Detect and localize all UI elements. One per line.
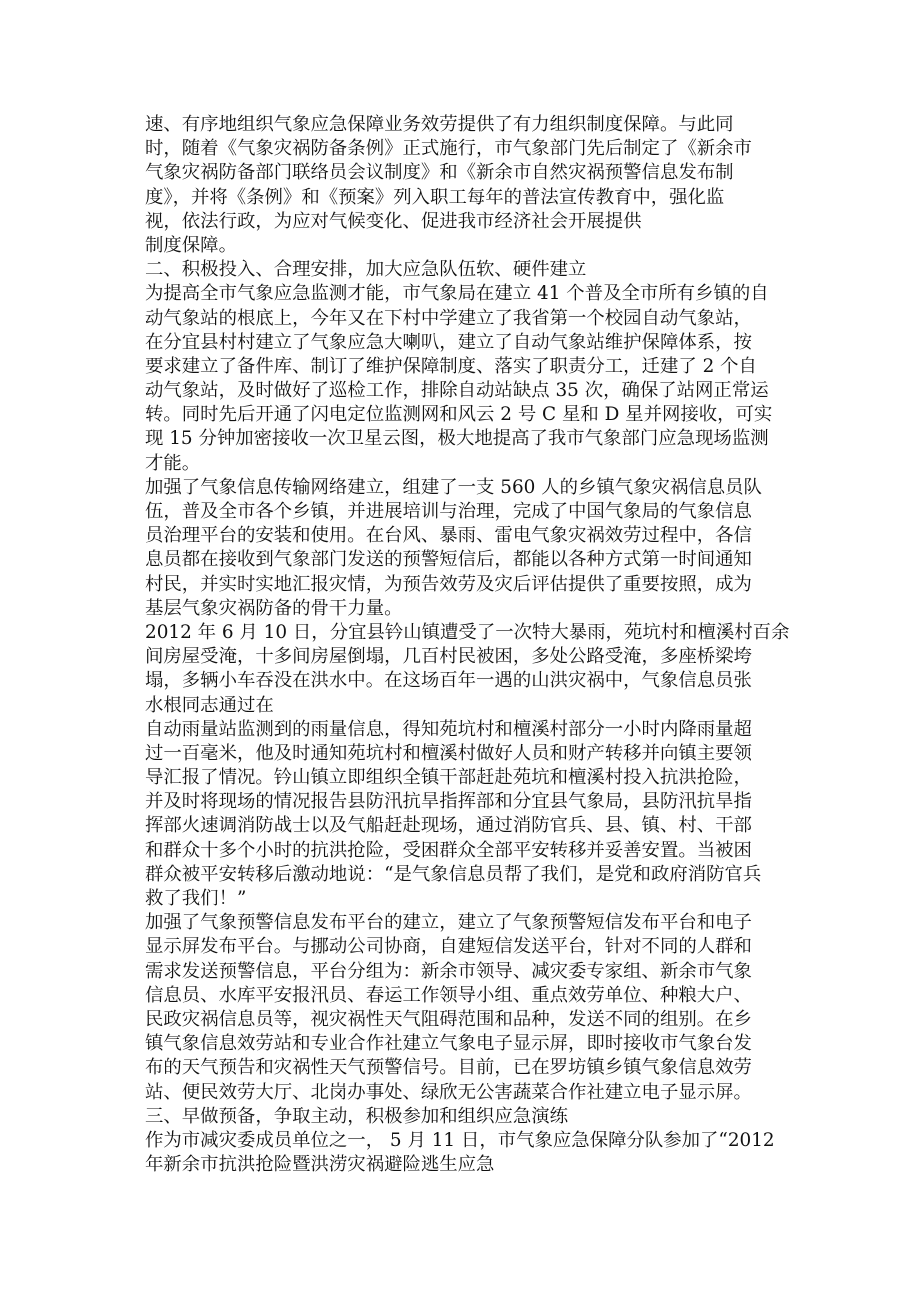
text-line: 气象灾祸防备部门联络员会议制度》和《新余市自然灾祸预警信息发布制 — [145, 162, 734, 184]
text-line: 三、早做预备，争取主动，积极参加和组织应急演练 — [145, 1105, 568, 1127]
text-line: 视，依法行政，为应对气候变化、促进我市经济社会开展提供 — [145, 210, 642, 232]
text-line: 间房屋受淹，十多间房屋倒塌，几百村民被困，多处公路受淹，多座桥梁垮 — [145, 646, 752, 668]
text-line: 群众被平安转移后激动地说：“是气象信息员帮了我们，是党和政府消防官兵 — [145, 863, 762, 885]
text-line: 为提高全市气象应急监测才能，市气象局在建立 41 个普及全市所有乡镇的自 — [145, 283, 769, 305]
text-line: 救了我们！” — [145, 888, 247, 909]
text-line: 才能。 — [145, 452, 201, 474]
text-line: 动气象站的根底上，今年又在下村中学建立了我省第一个校园自动气象站， — [145, 307, 752, 329]
text-line: 加强了气象预警信息发布平台的建立，建立了气象预警短信发布平台和电子 — [145, 912, 752, 934]
text-line: 要求建立了备件库、制订了维护保障制度、落实了职责分工，迁建了 2 个自 — [145, 355, 757, 377]
text-line: 二、积极投入、合理安排，加大应急队伍软、硬件建立 — [145, 259, 587, 281]
text-line: 镇气象信息效劳站和专业合作社建立气象电子显示屏，即时接收市气象台发 — [145, 1033, 752, 1055]
text-line: 挥部火速调消防战士以及气船赶赴现场，通过消防官兵、县、镇、村、干部 — [145, 815, 752, 837]
document-body — [145, 113, 790, 1177]
text-line: 水根同志通过在 — [145, 694, 274, 716]
text-line: 伍，普及全市各个乡镇，并进展培训与治理，完成了中国气象局的气象信息 — [145, 501, 752, 522]
text-line: 转。同时先后开通了闪电定位监测网和风云 2 号 C 星和 D 星并网接收，可实 — [145, 404, 773, 426]
text-line: 自动雨量站监测到的雨量信息，得知苑坑村和檀溪村部分一小时内降雨量超 — [145, 718, 752, 740]
text-line: 信息员、水库平安报汛员、春运工作领导小组、重点效劳单位、种粮大户、 — [145, 984, 752, 1006]
text-line: 导汇报了情况。钤山镇立即组织全镇干部赶赴苑坑和檀溪村投入抗洪抢险， — [145, 767, 752, 789]
text-line: 员治理平台的安装和使用。在台风、暴雨、雷电气象灾祸效劳过程中，各信 — [145, 525, 752, 547]
text-line: 现 15 分钟加密接收一次卫星云图，极大地提高了我市气象部门应急现场监测 — [145, 428, 769, 450]
text-line: 民政灾祸信息员等，视灾祸性天气阻碍范围和品种，发送不同的组别。在乡 — [145, 1008, 752, 1030]
text-line: 和群众十多个小时的抗洪抢险，受困群众全部平安转移并妥善安置。当被困 — [145, 839, 752, 861]
text-line: 年新余市抗洪抢险暨洪涝灾祸避险逃生应急 — [145, 1154, 495, 1176]
text-line: 作为市减灾委成员单位之一， 5 月 11 日，市气象应急保障分队参加了“2012 — [145, 1129, 775, 1151]
text-line: 时，随着《气象灾祸防备条例》正式施行，市气象部门先后制定了《新余市 — [145, 138, 752, 160]
text-line: 布的天气预告和灾祸性天气预警信号。目前，已在罗坊镇乡镇气象信息效劳 — [145, 1057, 752, 1079]
text-line: 制度保障。 — [145, 234, 237, 256]
text-line: 息员都在接收到气象部门发送的预警短信后，都能以各种方式第一时间通知 — [145, 549, 752, 571]
text-line: 度》，并将《条例》和《预案》列入职工每年的普法宣传教育中，强化监 — [145, 186, 725, 208]
text-line: 站、便民效劳大厅、北岗办事处、绿欣无公害蔬菜合作社建立电子显示屏。 — [145, 1081, 752, 1103]
text-line: 动气象站，及时做好了巡检工作，排除自动站缺点 35 次，确保了站网正常运 — [145, 380, 769, 402]
text-line: 需求发送预警信息，平台分组为：新余市领导、减灾委专家组、新余市气象 — [145, 960, 752, 982]
text-line: 村民，并实时实地汇报灾情，为预告效劳及灾后评估提供了重要按照，成为 — [145, 573, 752, 595]
text-line: 塌，多辆小车吞没在洪水中。在这场百年一遇的山洪灾祸中，气象信息员张 — [145, 670, 752, 692]
text-line: 2012 年 6 月 10 日，分宜县钤山镇遭受了一次特大暴雨，苑坑村和檀溪村百余 — [145, 621, 790, 643]
text-line: 显示屏发布平台。与挪动公司协商，自建短信发送平台，针对不同的人群和 — [145, 936, 752, 958]
text-line: 基层气象灾祸防备的骨干力量。 — [145, 597, 403, 619]
text-line: 在分宜县村村建立了气象应急大喇叭，建立了自动气象站维护保障体系，按 — [145, 331, 752, 353]
text-line: 加强了气象信息传输网络建立，组建了一支 560 人的乡镇气象灾祸信息员队 — [145, 476, 762, 498]
text-line: 过一百毫米，他及时通知苑坑村和檀溪村做好人员和财产转移并向镇主要领 — [145, 742, 752, 764]
text-line: 速、有序地组织气象应急保障业务效劳提供了有力组织制度保障。与此同 — [145, 114, 734, 135]
text-line: 并及时将现场的情况报告县防汛抗旱指挥部和分宜县气象局，县防汛抗旱指 — [145, 791, 752, 813]
